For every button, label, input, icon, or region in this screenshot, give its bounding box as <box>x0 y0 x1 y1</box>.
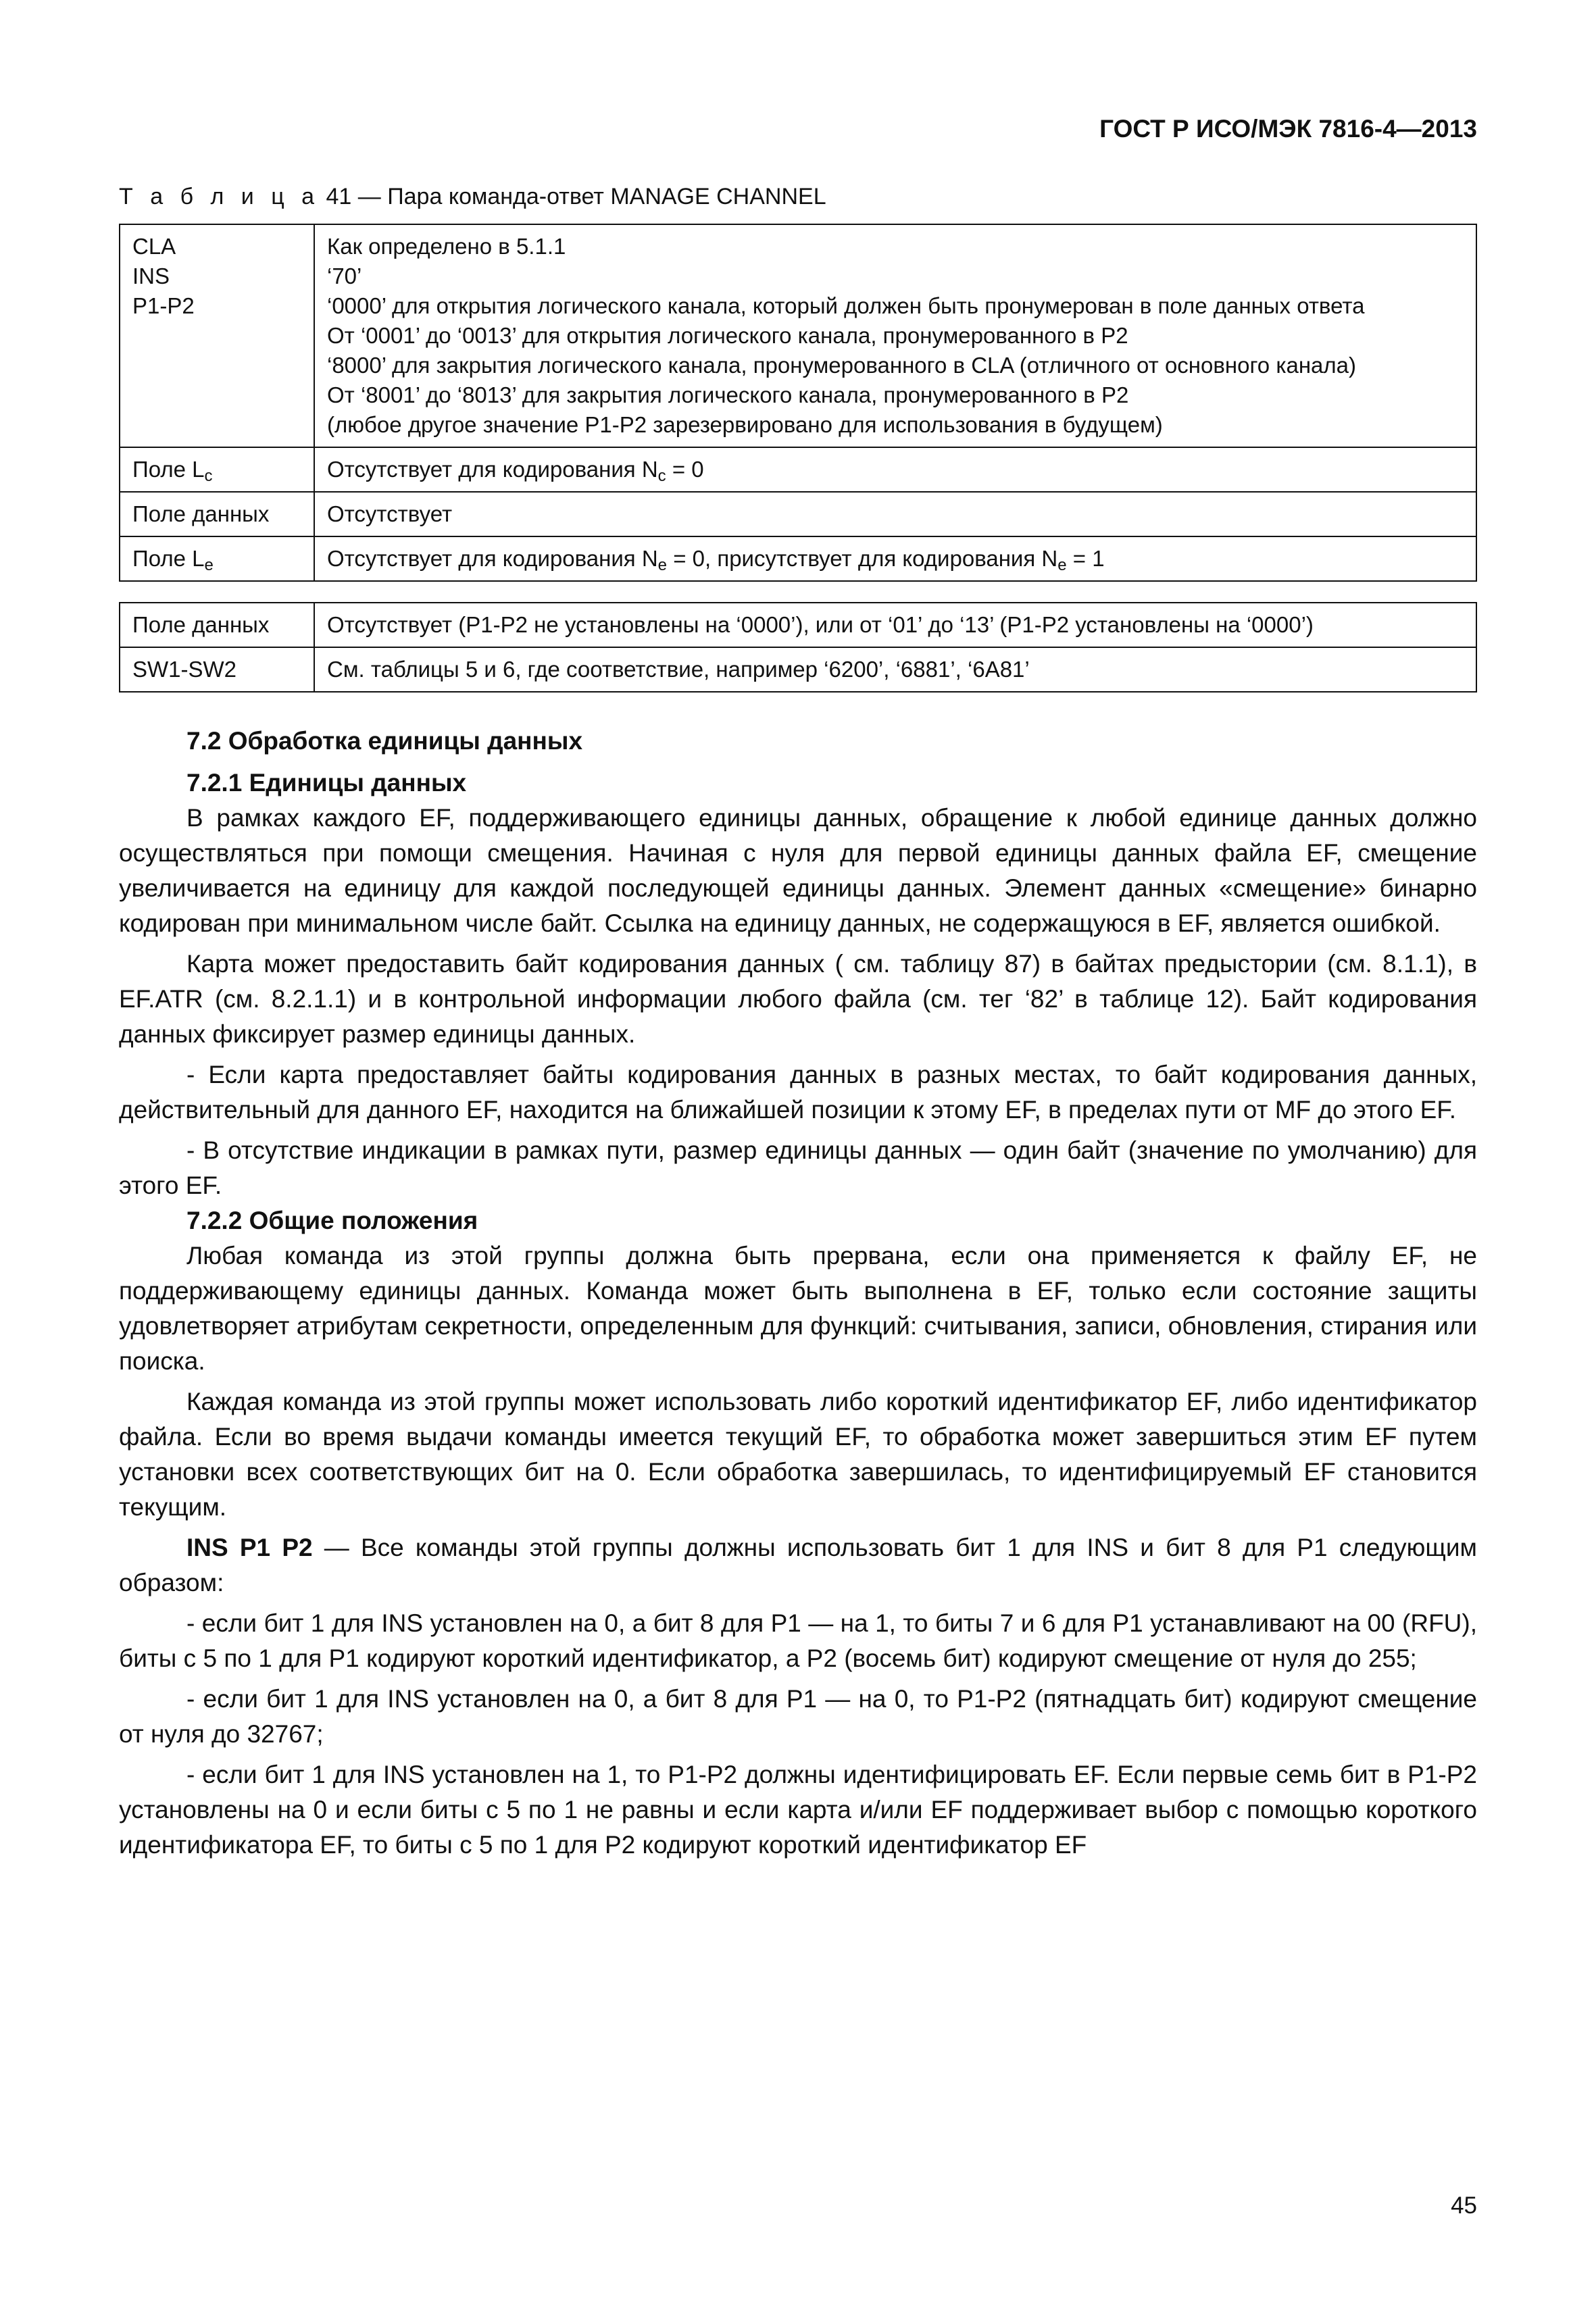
table-row <box>120 647 1476 692</box>
document-page <box>119 115 1477 1863</box>
paragraph: - В отсутствие индикации в рамках пути, размер единицы данных — один байт (значение по умолчанию) для этого EF. <box>119 1136 1477 1199</box>
sw-label: SW1-SW2 <box>120 647 314 692</box>
table-row <box>120 224 1476 447</box>
table-caption-text: 41 — Пара команда-ответ MANAGE CHANNEL <box>320 184 826 209</box>
response-table <box>119 602 1477 693</box>
paragraph: Любая команда из этой группы должна быть прервана, если она применяется к файлу EF, не поддерживающему единицы данных. Команда может быть выполнена в EF, только если состояние защиты удовлетворяет атрибутам секретности, определенным для функций: считывания, записи, обновления, стирания или поиска. <box>119 1242 1477 1375</box>
le-value: Отсутствует для кодирования $N_e = 0$, присутствует для кодирования $N_e = 1$ <box>314 536 1476 581</box>
table-row <box>120 447 1476 492</box>
p1p2-value-open-auto: ‘0000’ для открытия логического канала, который должен быть пронумерован в поле данных ответа <box>327 293 1365 318</box>
paragraph: - если бит 1 для INS установлен на 0, а бит 8 для P1 — на 0, то P1-P2 (пятнадцать бит) кодируют смещение от нуля до 32767; <box>119 1685 1477 1748</box>
ins-label: INS <box>132 263 170 288</box>
standard-header: ГОСТ Р ИСО/МЭК 7816-4—2013 <box>1099 115 1477 143</box>
page-number: 45 <box>1451 2192 1477 2219</box>
paragraph: - если бит 1 для INS установлен на 1, то P1-P2 должны идентифицировать EF. Если первые семь бит в P1-P2 установлены на 0 и если биты с 5 по 1 не равны и если карта и/или EF поддерживает выбор с помощью короткого идентификатора EF, то биты с 5 по 1 для P2 кодируют короткий идентификатор EF <box>119 1761 1477 1859</box>
paragraph: Каждая команда из этой группы может использовать либо короткий идентификатор EF, либо идентификатор файла. Если во время выдачи команды имеется текущий EF, то обработка может завершиться этим EF путем установки всех соответствующих бит на 0. Если обработка завершилась, то идентифицируемый EF становится текущим. <box>119 1388 1477 1521</box>
ins-p1-p2-bold: INS P1 P2 <box>186 1534 313 1561</box>
table-row <box>120 603 1476 647</box>
table-row <box>120 492 1476 536</box>
paragraph: INS P1 P2 — Все команды этой группы должны использовать бит 1 для INS и бит 8 для P1 следующим образом: <box>119 1534 1477 1596</box>
p1p2-value-close-range: От ‘8001’ до ‘8013’ для закрытия логического канала, пронумерованного в P2 <box>327 382 1129 407</box>
lc-value: Отсутствует для кодирования $N_c = 0$ <box>314 447 1476 492</box>
command-table <box>119 224 1477 582</box>
ins-value: ‘70’ <box>327 263 362 288</box>
paragraph: Карта может предоставить байт кодирования данных ( см. таблицу 87) в байтах предыстории (см. 8.1.1), в EF.ATR (см. 8.2.1.1) и в контрольной информации любого файла (см. тег ‘82’ в таблице 12). Байт кодирования данных фиксирует размер единицы данных. <box>119 950 1477 1048</box>
section-heading-7-2-1: 7.2.1 Единицы данных <box>186 769 467 797</box>
cla-value: Как определено в 5.1.1 <box>327 234 566 259</box>
p1p2-value-close-cla: ‘8000’ для закрытия логического канала, пронумерованного в CLA (отличного от основного канала) <box>327 353 1357 378</box>
lc-label: Поле $L_c$ <box>120 447 314 492</box>
p1p2-value-open-range: От ‘0001’ до ‘0013’ для открытия логического канала, пронумерованного в P2 <box>327 323 1128 348</box>
p1p2-label: P1-P2 <box>132 293 195 318</box>
table-row <box>120 536 1476 581</box>
table-caption <box>119 184 1477 210</box>
cla-label: CLA <box>132 234 176 259</box>
section-heading-7-2: 7.2 Обработка единицы данных <box>186 727 583 755</box>
section-heading-7-2-2: 7.2.2 Общие положения <box>186 1207 478 1234</box>
cla-ins-p1p2-labels <box>120 224 314 447</box>
data-field-label: Поле данных <box>120 492 314 536</box>
response-data-value: Отсутствует (P1-P2 не установлены на ‘0000’), или от ‘01’ до ‘13’ (P1-P2 установлены на ‘0000’) <box>314 603 1476 647</box>
paragraph: - Если карта предоставляет байты кодирования данных в разных местах, то байт кодирования данных, действительный для данного EF, находится на ближайшей позиции к этому EF, в пределах пути от MF до этого EF. <box>119 1061 1477 1124</box>
table-caption-prefix: Т а б л и ц а <box>119 184 320 209</box>
paragraph: - если бит 1 для INS установлен на 0, а бит 8 для P1 — на 1, то биты 7 и 6 для P1 устанавливают на 00 (RFU), биты с 5 по 1 для P1 кодируют короткий идентификатор, а P2 (восемь бит) кодируют смещение от нуля до 255; <box>119 1609 1477 1672</box>
paragraph: В рамках каждого EF, поддерживающего единицы данных, обращение к любой единице данных должно осуществляться при помощи смещения. Начиная с нуля для первой единицы данных файла EF, смещение увеличивается на единицу для каждой последующей единицы данных. Элемент данных «смещение» бинарно кодирован при минимальном числе байт. Ссылка на единицу данных, не содержащуюся в EF, является ошибкой. <box>119 804 1477 937</box>
sw-value: См. таблицы 5 и 6, где соответствие, например ‘6200’, ‘6881’, ‘6A81’ <box>314 647 1476 692</box>
le-label: Поле $L_e$ <box>120 536 314 581</box>
data-field-value: Отсутствует <box>314 492 1476 536</box>
response-data-label: Поле данных <box>120 603 314 647</box>
cla-ins-p1p2-values <box>314 224 1476 447</box>
p1p2-value-reserved: (любое другое значение P1-P2 зарезервировано для использования в будущем) <box>327 412 1163 437</box>
